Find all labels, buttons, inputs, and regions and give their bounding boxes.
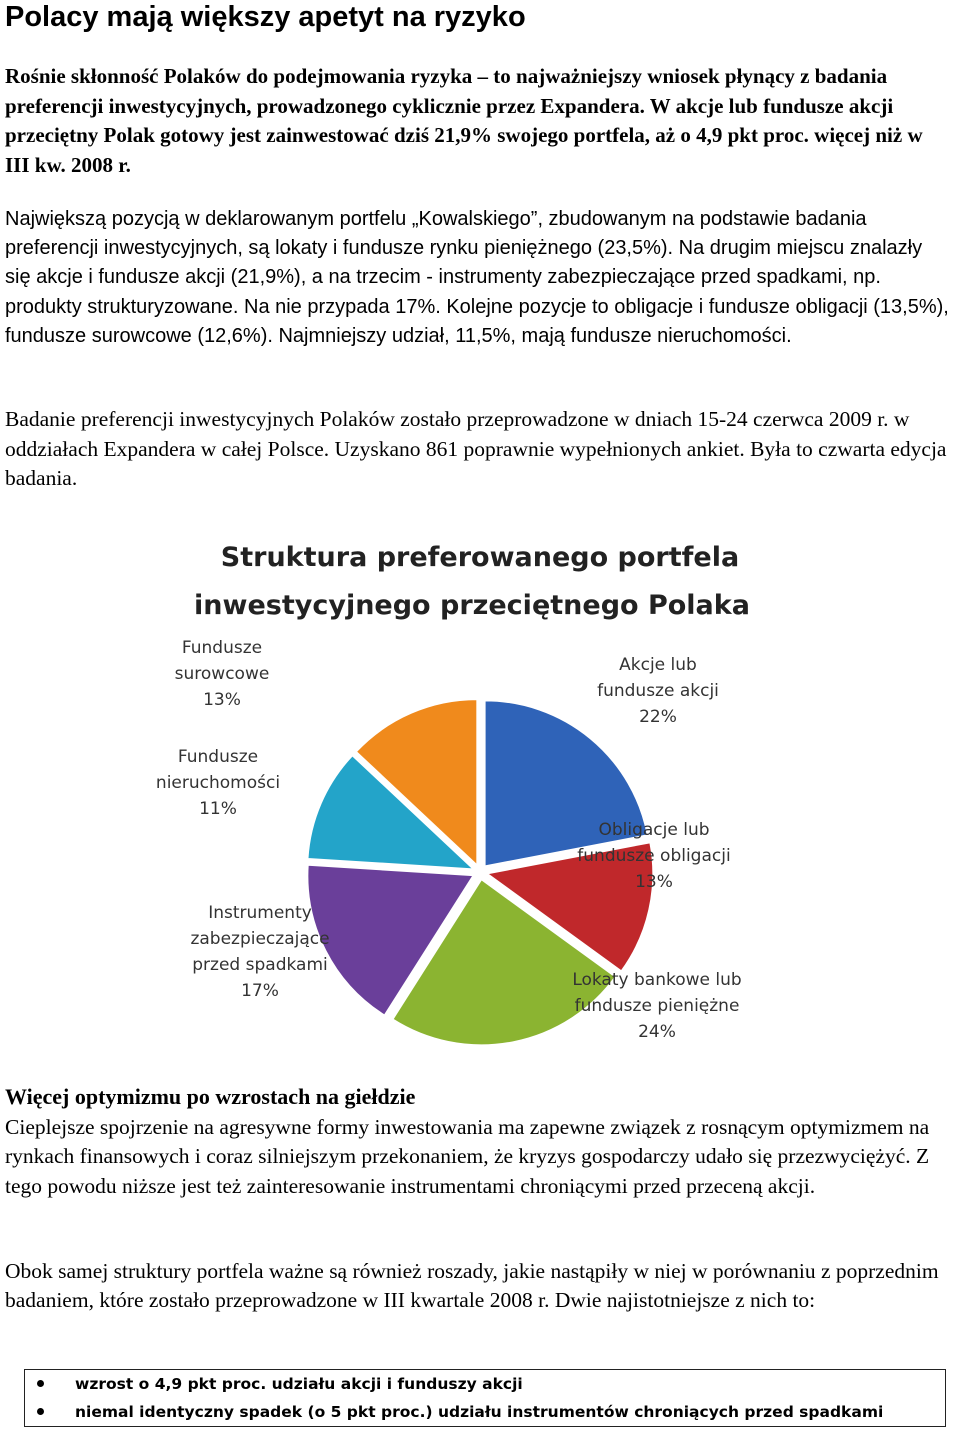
bullet-icon: [37, 1380, 44, 1387]
changes-list: [25, 1370, 945, 1426]
pie-category-label-2: Lokaty bankowe lub: [572, 970, 742, 990]
pie-slice-0: [485, 701, 647, 866]
lead-paragraph: Rośnie skłonność Polaków do podejmowania ryzyka – to najważniejszy wniosek płynący z badania preferencji inwestycyjnych, prowadzonego cyklicznie przez Expandera. W akcje lub fundusze akcji przeciętny Polak gotowy jest zainwestować dziś 21,9% swojego portfela, aż o 4,9 pkt proc. więcej niż w III kw. 2008 r.: [5, 64, 923, 177]
pie-value-label-5: 13%: [203, 690, 241, 710]
paragraph-survey: Badanie preferencji inwestycyjnych Polaków zostało przeprowadzone w dniach 15-24 czerwca 2009 r. w oddziałach Expandera w całej Polsce. Uzyskano 861 poprawnie wypełnionych ankiet. Była to czwarta edycja badania.: [5, 407, 947, 490]
section-title: Więcej optymizmu po wzrostach na giełdzie: [5, 1084, 416, 1109]
pie-category-label-2: fundusze pieniężne: [574, 996, 740, 1016]
pie-category-label-1: fundusze obligacji: [577, 846, 731, 866]
list-item: niemal identyczny spadek (o 5 pkt proc.) udziału instrumentów chroniących przed spadkami: [25, 1398, 945, 1426]
chart-title-line-2: inwestycyjnego przeciętnego Polaka: [194, 590, 750, 621]
pie-chart-svg: [130, 530, 830, 1060]
pie-category-label-1: Obligacje lub: [598, 820, 710, 840]
list-item: wzrost o 4,9 pkt proc. udziału akcji i funduszy akcji: [25, 1370, 945, 1398]
pie-category-label-4: Fundusze: [177, 747, 259, 767]
paragraph-changes: Obok samej struktury portfela ważne są również roszady, jakie nastąpiły w niej w porównaniu z poprzednim badaniem, które zostało przeprowadzone w III kwartale 2008 r. Dwie najistotniejsze z nich to:: [5, 1259, 939, 1313]
pie-value-label-0: 22%: [639, 707, 677, 727]
pie-category-label-3: zabezpieczające: [190, 929, 330, 949]
article-title: Polacy mają większy apetyt na ryzyko: [5, 1, 526, 33]
changes-box: [24, 1369, 946, 1427]
pie-category-label-5: surowcowe: [174, 664, 270, 684]
chart-title-line-1: Struktura preferowanego portfela: [220, 542, 740, 573]
paragraph-portfolio: Największą pozycją w deklarowanym portfelu „Kowalskiego”, zbudowanym na podstawie badania preferencji inwestycyjnych, są lokaty i fundusze rynku pieniężnego (23,5%). Na drugim miejscu znalazły się akcje i fundusze akcji (21,9%), a na trzecim - instrumenty zabezpieczające przed spadkami, np. produkty strukturyzowane. Na nie przypada 17%. Kolejne pozycje to obligacje i fundusze obligacji (13,5%), fundusze surowcowe (12,6%). Najmniejszy udział, 11,5%, mają fundusze nieruchomości.: [5, 208, 949, 347]
pie-category-label-3: przed spadkami: [192, 955, 328, 975]
pie-chart: [130, 530, 830, 1060]
pie-value-label-4: 11%: [199, 799, 237, 819]
pie-category-label-0: Akcje lub: [619, 655, 697, 675]
pie-category-label-5: Fundusze: [181, 638, 263, 658]
pie-value-label-3: 17%: [241, 981, 279, 1001]
pie-value-label-1: 13%: [635, 872, 673, 892]
bullet-icon: [37, 1408, 44, 1415]
pie-value-label-2: 24%: [638, 1022, 676, 1042]
pie-category-label-0: fundusze akcji: [597, 681, 719, 701]
paragraph-optimism: Cieplejsze spojrzenie na agresywne formy inwestowania ma zapewne związek z rosnącym optymizmem na rynkach finansowych i coraz silniejszym przekonaniem, że kryzys gospodarczy udało się przezwyciężyć. Z tego powodu niższe jest też zainteresowanie instrumentami chroniącymi przed przeceną akcji.: [5, 1115, 930, 1198]
pie-category-label-3: Instrumenty: [208, 903, 312, 923]
pie-category-label-4: nieruchomości: [155, 773, 281, 793]
